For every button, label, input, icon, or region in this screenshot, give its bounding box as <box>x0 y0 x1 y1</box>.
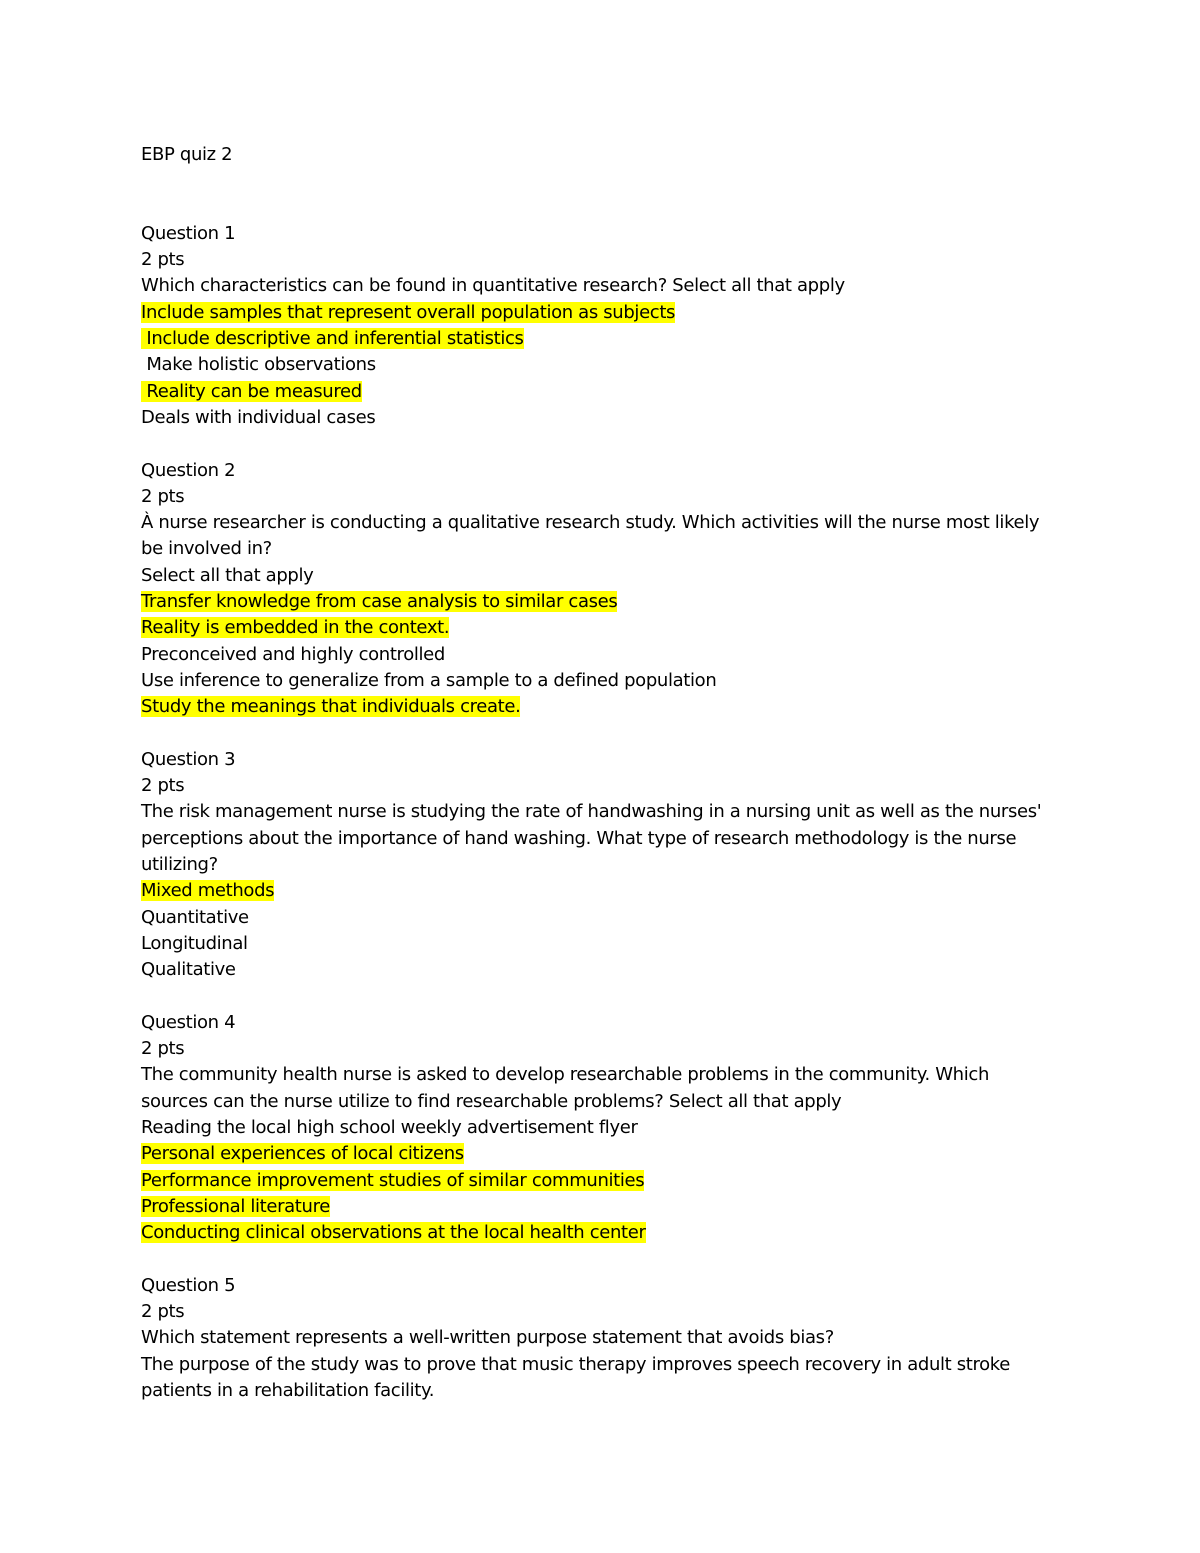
highlighted-answer-text: Include descriptive and inferential statistics <box>141 328 524 350</box>
answer-option <box>141 1168 1061 1194</box>
answer-option <box>141 905 1061 931</box>
answer-text: Quantitative <box>141 906 249 928</box>
question-prompt: The community health nurse is asked to develop researchable problems in the community. Which sources can the nurse utilize to find researchable problems? Select all that apply <box>141 1064 995 1112</box>
answer-option <box>141 615 1061 641</box>
answer-text: Qualitative <box>141 959 236 981</box>
question-block <box>141 1273 1061 1404</box>
highlighted-answer-text: Reality is embedded in the context. <box>141 617 450 639</box>
document-body <box>141 142 1061 1431</box>
highlighted-answer-text: Conducting clinical observations at the local health center <box>141 1222 646 1244</box>
highlighted-answer-text: Study the meanings that individuals create. <box>141 696 521 718</box>
question-prompt: Which characteristics can be found in quantitative research? Select all that apply <box>141 275 845 297</box>
answer-text: Deals with individual cases <box>141 406 376 428</box>
highlighted-answer-text: Professional literature <box>141 1195 330 1217</box>
answer-option <box>141 931 1061 957</box>
highlighted-answer-text: Personal experiences of local citizens <box>141 1143 464 1165</box>
highlighted-answer-text: Mixed methods <box>141 880 275 902</box>
answer-text: Reading the local high school weekly advertisement flyer <box>141 1116 638 1138</box>
answer-text: The purpose of the study was to prove that music therapy improves speech recovery in adult stroke patients in a rehabilitation facility. <box>141 1353 1016 1401</box>
answer-option <box>141 326 1061 352</box>
answer-text: Make holistic observations <box>141 354 376 376</box>
question-heading: Question 2 <box>141 459 236 481</box>
highlighted-answer-text: Reality can be measured <box>141 380 362 402</box>
question-block <box>141 221 1061 431</box>
answer-option <box>141 300 1061 326</box>
highlighted-answer-text: Include samples that represent overall population as subjects <box>141 301 676 323</box>
question-prompt-extra: Select all that apply <box>141 564 314 586</box>
question-block <box>141 458 1061 721</box>
answer-option <box>141 878 1061 904</box>
answer-option <box>141 1220 1061 1246</box>
highlighted-answer-text: Transfer knowledge from case analysis to similar cases <box>141 591 618 613</box>
question-heading: Question 3 <box>141 748 236 770</box>
answer-option <box>141 957 1061 983</box>
question-heading: Question 5 <box>141 1274 236 1296</box>
answer-text: Longitudinal <box>141 932 248 954</box>
answer-option <box>141 694 1061 720</box>
question-heading: Question 1 <box>141 222 236 244</box>
question-list <box>141 221 1061 1404</box>
question-points: 2 pts <box>141 1301 185 1323</box>
highlighted-answer-text: Performance improvement studies of similar communities <box>141 1169 645 1191</box>
question-points: 2 pts <box>141 485 185 507</box>
answer-option <box>141 379 1061 405</box>
question-prompt: Which statement represents a well-written purpose statement that avoids bias? <box>141 1327 834 1349</box>
answer-option <box>141 1194 1061 1220</box>
question-block <box>141 1010 1061 1247</box>
answer-text: Use inference to generalize from a sample to a defined population <box>141 669 717 691</box>
question-points: 2 pts <box>141 775 185 797</box>
answer-option <box>141 405 1061 431</box>
question-prompt: À nurse researcher is conducting a qualitative research study. Which activities will the nurse most likely be involved in? <box>141 512 1045 560</box>
answer-option <box>141 589 1061 615</box>
question-prompt: The risk management nurse is studying the rate of handwashing in a nursing unit as well as the nurses' perceptions about the importance of hand washing. What type of research methodology is the nurse utilizing? <box>141 801 1047 876</box>
answer-option <box>141 1141 1061 1167</box>
answer-option <box>141 642 1061 668</box>
answer-text: Preconceived and highly controlled <box>141 643 445 665</box>
question-points: 2 pts <box>141 1038 185 1060</box>
answer-option <box>141 668 1061 694</box>
answer-option <box>141 1352 1061 1405</box>
document-title: EBP quiz 2 <box>141 144 233 165</box>
answer-option <box>141 352 1061 378</box>
question-points: 2 pts <box>141 249 185 271</box>
answer-option <box>141 1115 1061 1141</box>
question-block <box>141 747 1061 984</box>
question-heading: Question 4 <box>141 1011 236 1033</box>
